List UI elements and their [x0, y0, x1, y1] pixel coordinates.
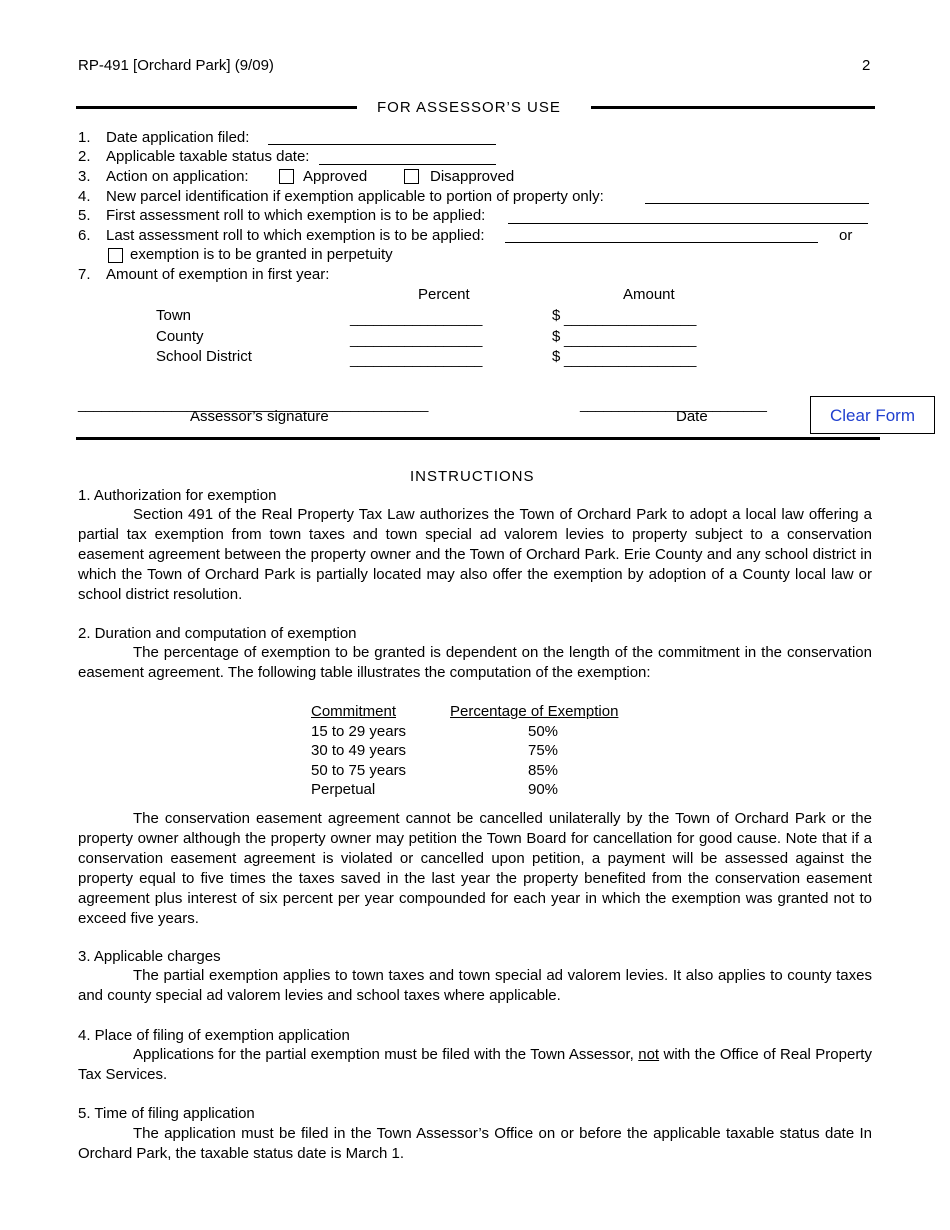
school-percent-field[interactable]: _________________ — [350, 351, 483, 367]
approved-label: Approved — [303, 168, 368, 185]
section-2-heading: 2. Duration and computation of exemption — [78, 625, 357, 642]
dollar-sign: $ — [552, 307, 561, 324]
page-number: 2 — [862, 57, 871, 74]
instructions-title: INSTRUCTIONS — [410, 468, 535, 485]
section-bottom-rule — [76, 437, 880, 440]
item-number: 2. — [78, 148, 91, 165]
town-label: Town — [156, 307, 192, 324]
section-4-heading: 4. Place of filing of exemption application — [78, 1027, 350, 1044]
exemption-amount-label: Amount of exemption in first year: — [106, 266, 330, 283]
section-5-text: The application must be filed in the Town Assessor’s Office on or before the applicable taxable status date In Orchard Park, the taxable status date is March 1. — [78, 1125, 872, 1162]
table-row-commitment: 30 to 49 years — [311, 742, 407, 759]
section-rule-left — [76, 106, 357, 109]
table-row-percentage: 50% — [528, 723, 559, 740]
approved-checkbox[interactable] — [279, 169, 294, 184]
new-parcel-field[interactable] — [645, 203, 869, 204]
section-2-text-continued: The conservation easement agreement cannot be cancelled unilaterally by the Town of Orchard Park or the property owner although the property owner may petition the Town Board for cancellation for good cause. Note that if a conservation easement agreement is violated or cancelled upon petition, a payment will be assessed against the property equal to five times the taxes saved in the last year the property benefited from the conservation easement agreement plus interest of six percent per year compounded for each year in which the exemption was granted not to exceed five years. — [78, 810, 872, 927]
item-number: 6. — [78, 227, 91, 244]
section-1-text: Section 491 of the Real Property Tax Law authorizes the Town of Orchard Park to adopt a local law offering a partial tax exemption from town taxes and town special ad valorem levies to property subject to a conservation easement agreement between the property owner and the Town of Orchard Park. Erie County and any school district in which the Town of Orchard Park is partially located may also offer the exemption by adoption of a County local law or school district resolution. — [78, 506, 872, 603]
first-roll-label: First assessment roll to which exemption is to be applied: — [106, 207, 486, 224]
taxable-status-date-field[interactable] — [319, 164, 496, 165]
perpetuity-label: exemption is to be granted in perpetuity — [130, 246, 393, 263]
table-row-percentage: 85% — [528, 762, 559, 779]
amount-header: Amount — [623, 286, 675, 303]
town-percent-field[interactable]: _________________ — [350, 310, 483, 326]
section-rule-right — [591, 106, 875, 109]
table-row-commitment: 50 to 75 years — [311, 762, 407, 779]
section-3-heading: 3. Applicable charges — [78, 948, 221, 965]
county-label: County — [156, 328, 204, 345]
percent-header: Percent — [418, 286, 470, 303]
last-roll-field[interactable] — [505, 242, 818, 243]
table-row-percentage: 90% — [528, 781, 559, 798]
item-number: 4. — [78, 188, 91, 205]
disapproved-checkbox[interactable] — [404, 169, 419, 184]
date-field[interactable]: ________________________ — [580, 396, 767, 412]
assessor-section-title: FOR ASSESSOR’S USE — [377, 99, 561, 116]
table-row-percentage: 75% — [528, 742, 559, 759]
clear-form-button[interactable]: Clear Form — [810, 396, 935, 434]
item-number: 3. — [78, 168, 91, 185]
section-1-heading: 1. Authorization for exemption — [78, 487, 277, 504]
perpetuity-checkbox[interactable] — [108, 248, 123, 263]
action-label: Action on application: — [106, 168, 249, 185]
date-label: Date — [676, 408, 708, 425]
school-district-label: School District — [156, 348, 252, 365]
item-number: 1. — [78, 129, 91, 146]
last-roll-label: Last assessment roll to which exemption is to be applied: — [106, 227, 485, 244]
signature-label: Assessor’s signature — [190, 408, 329, 425]
table-header-commitment: Commitment — [311, 703, 397, 720]
dollar-sign: $ — [552, 328, 561, 345]
date-filed-field[interactable] — [268, 144, 496, 145]
not-emphasis: not — [638, 1046, 660, 1063]
table-row-commitment: 15 to 29 years — [311, 723, 407, 740]
disapproved-label: Disapproved — [430, 168, 515, 185]
section-3-text: The partial exemption applies to town taxes and town special ad valorem levies. It also applies to county taxes and county special ad valorem levies and school taxes where applicable. — [78, 967, 872, 1004]
section-4-text: Applications for the partial exemption must be filed with the Town Assessor, not with the Office of Real Property Tax Services. — [78, 1046, 872, 1083]
date-filed-label: Date application filed: — [106, 129, 250, 146]
section-5-heading: 5. Time of filing application — [78, 1105, 255, 1122]
table-header-percentage: Percentage of Exemption — [450, 703, 619, 720]
county-percent-field[interactable]: _________________ — [350, 331, 483, 347]
form-id: RP-491 [Orchard Park] (9/09) — [78, 57, 274, 74]
dollar-sign: $ — [552, 348, 561, 365]
town-amount-field[interactable]: _________________ — [564, 310, 697, 326]
county-amount-field[interactable]: _________________ — [564, 331, 697, 347]
new-parcel-label: New parcel identification if exemption applicable to portion of property only: — [106, 188, 604, 205]
or-label: or — [839, 227, 853, 244]
signature-field[interactable]: _____________________________________________ — [78, 396, 429, 412]
item-number: 5. — [78, 207, 91, 224]
school-amount-field[interactable]: _________________ — [564, 351, 697, 367]
first-roll-field[interactable] — [508, 223, 868, 224]
section-2-text: The percentage of exemption to be granted is dependent on the length of the commitment in the conservation easement agreement. The following table illustrates the computation of the exemption: — [78, 644, 872, 681]
taxable-status-date-label: Applicable taxable status date: — [106, 148, 310, 165]
item-number: 7. — [78, 266, 91, 283]
table-row-commitment: Perpetual — [311, 781, 376, 798]
